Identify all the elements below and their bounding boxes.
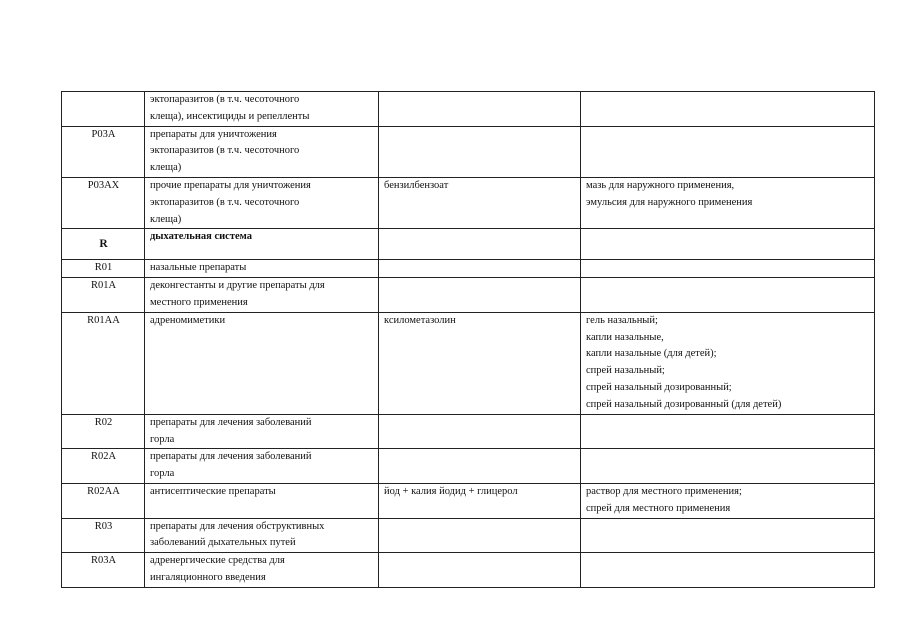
dosage-form-cell xyxy=(581,553,875,588)
atc-code-cell: R01 xyxy=(62,260,145,278)
drug-name-cell xyxy=(379,518,581,553)
atc-code-cell: R02AA xyxy=(62,483,145,518)
drug-classification-table xyxy=(61,91,875,588)
dosage-form-cell xyxy=(581,414,875,449)
group-name-cell: препараты для лечения заболеваний горла xyxy=(145,449,379,484)
group-name-cell: назальные препараты xyxy=(145,260,379,278)
dosage-form-cell xyxy=(581,229,875,260)
table-row xyxy=(62,177,875,228)
table-row xyxy=(62,518,875,553)
table-row xyxy=(62,92,875,127)
table-row xyxy=(62,483,875,518)
atc-code-cell: P03A xyxy=(62,126,145,177)
table-body xyxy=(62,92,875,588)
table-row xyxy=(62,126,875,177)
drug-name-cell xyxy=(379,229,581,260)
table-row xyxy=(62,449,875,484)
table-row xyxy=(62,553,875,588)
table-row xyxy=(62,414,875,449)
drug-name-cell xyxy=(379,553,581,588)
atc-code-cell xyxy=(62,92,145,127)
drug-name-cell xyxy=(379,126,581,177)
dosage-form-cell xyxy=(581,278,875,313)
dosage-form-cell xyxy=(581,449,875,484)
table-row xyxy=(62,312,875,414)
group-name-cell: адренергические средства для ингаляционного введения xyxy=(145,553,379,588)
atc-code-cell: P03AX xyxy=(62,177,145,228)
group-name-cell: эктопаразитов (в т.ч. чесоточного клеща), инсектициды и репелленты xyxy=(145,92,379,127)
group-name-cell: препараты для лечения обструктивных заболеваний дыхательных путей xyxy=(145,518,379,553)
dosage-form-cell xyxy=(581,260,875,278)
drug-name-cell: ксилометазолин xyxy=(379,312,581,414)
atc-code-cell: R01AA xyxy=(62,312,145,414)
group-name-cell: дыхательная система xyxy=(145,229,379,260)
drug-name-cell: йод + калия йодид + глицерол xyxy=(379,483,581,518)
group-name-cell: препараты для уничтожения эктопаразитов (в т.ч. чесоточного клеща) xyxy=(145,126,379,177)
dosage-form-cell xyxy=(581,518,875,553)
atc-code-cell: R01A xyxy=(62,278,145,313)
group-name-cell: прочие препараты для уничтожения эктопаразитов (в т.ч. чесоточного клеща) xyxy=(145,177,379,228)
table-row xyxy=(62,229,875,260)
dosage-form-cell: раствор для местного применения; спрей для местного применения xyxy=(581,483,875,518)
dosage-form-cell: гель назальный; капли назальные, капли назальные (для детей); спрей назальный; спрей назальный дозированный; спрей назальный дозированный (для детей) xyxy=(581,312,875,414)
drug-name-cell xyxy=(379,278,581,313)
drug-name-cell: бензилбензоат xyxy=(379,177,581,228)
dosage-form-cell xyxy=(581,126,875,177)
dosage-form-cell: мазь для наружного применения, эмульсия для наружного применения xyxy=(581,177,875,228)
atc-code-cell: R02A xyxy=(62,449,145,484)
table-row xyxy=(62,278,875,313)
group-name-cell: препараты для лечения заболеваний горла xyxy=(145,414,379,449)
drug-name-cell xyxy=(379,92,581,127)
table-row xyxy=(62,260,875,278)
group-name-cell: деконгестанты и другие препараты для местного применения xyxy=(145,278,379,313)
atc-code-cell: R03A xyxy=(62,553,145,588)
drug-name-cell xyxy=(379,260,581,278)
group-name-cell: антисептические препараты xyxy=(145,483,379,518)
drug-name-cell xyxy=(379,414,581,449)
drug-name-cell xyxy=(379,449,581,484)
atc-code-cell: R03 xyxy=(62,518,145,553)
group-name-cell: адреномиметики xyxy=(145,312,379,414)
atc-code-cell: R02 xyxy=(62,414,145,449)
dosage-form-cell xyxy=(581,92,875,127)
atc-code-cell: R xyxy=(62,229,145,260)
